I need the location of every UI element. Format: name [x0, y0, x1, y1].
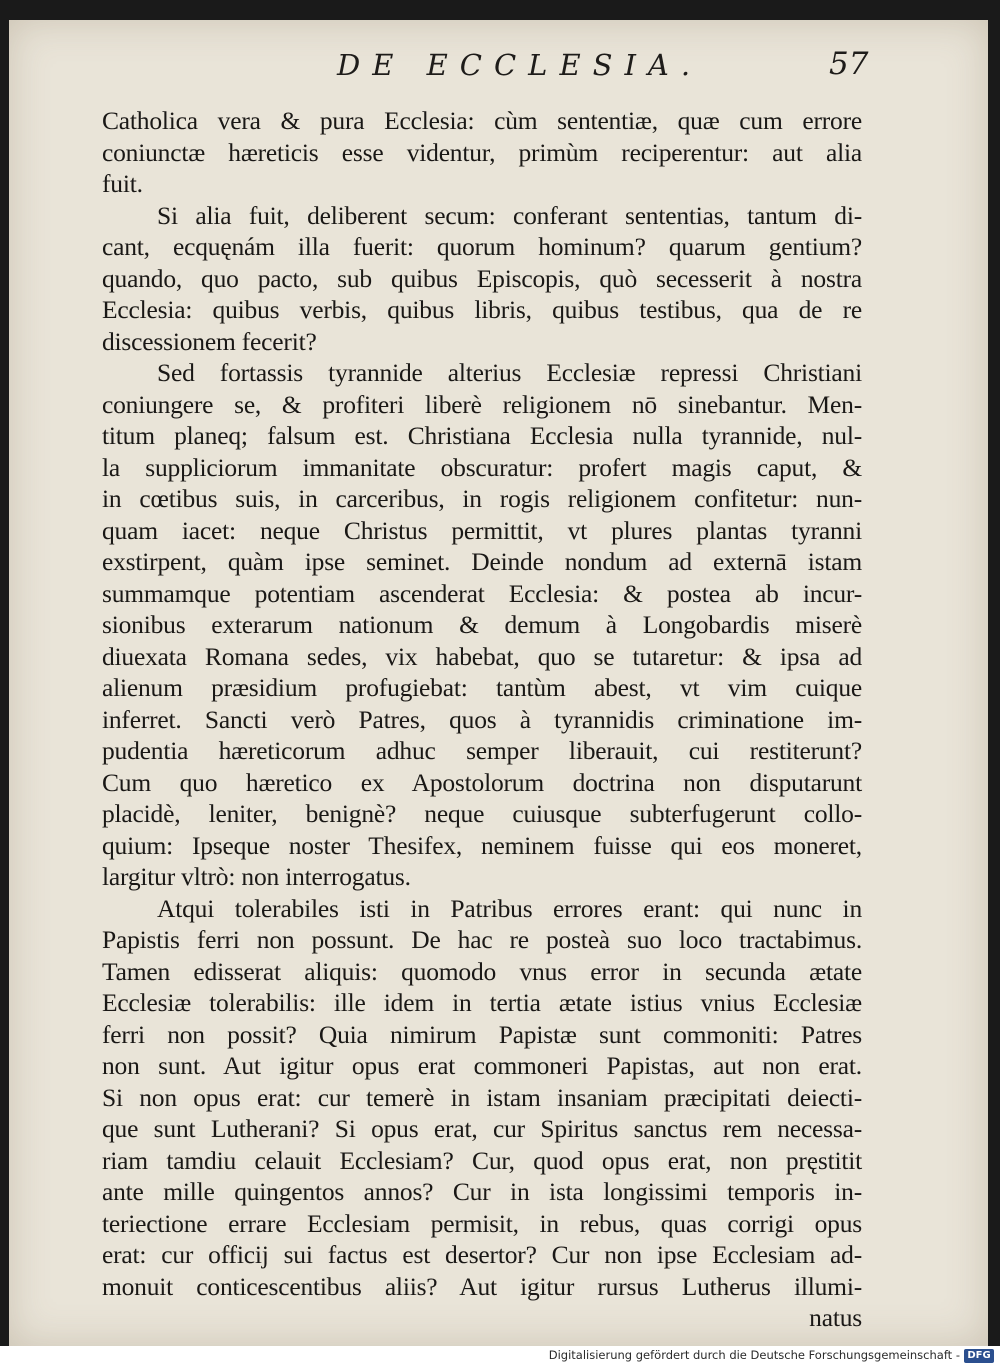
text-line: Si alia fuit, deliberent secum: conferant sententias, tantum di- [157, 200, 862, 230]
text-line: fuit. [102, 169, 143, 198]
text-line: Ecclesiæ tolerabilis: ille idem in tertia ætate istius vnius Ecclesiæ [102, 988, 862, 1017]
text-line: Atqui tolerabiles isti in Patribus errores erant: qui nunc in [157, 893, 862, 923]
funding-credit: Digitalisierung gefördert durch die Deutsche Forschungsgemeinschaft - [548, 1348, 960, 1362]
text-line: Catholica vera & pura Ecclesia: cùm sententiæ, quæ cum errore [102, 106, 862, 135]
text-line: sionibus exterarum nationum & demum à Longobardis miserè [102, 610, 862, 639]
body-text [102, 105, 862, 1334]
page-number: 57 [829, 46, 869, 82]
text-line: titum planeq; falsum est. Christiana Ecclesia nulla tyrannide, nul- [102, 421, 862, 450]
text-line: summamque potentiam ascenderat Ecclesia: & postea ab incur- [102, 578, 862, 608]
text-line: que sunt Lutherani? Si opus erat, cur Spiritus sanctus rem necessa- [102, 1114, 862, 1143]
text-line: exstirpent, quàm ipse seminet. Deinde nondum ad externā istam [102, 547, 862, 576]
text-line: pudentia hæreticorum adhuc semper liberauit, cui restiterunt? [102, 736, 862, 765]
book-page [9, 20, 988, 1346]
text-line: quium: Ipseque noster Thesifex, neminem fuisse qui eos moneret, [102, 830, 862, 860]
text-line: ante mille quingentos annos? Cur in ista longissimi temporis in- [102, 1177, 862, 1206]
running-title: DE ECCLESIA. [337, 48, 703, 82]
text-line: largitur vltrò: non interrogatus. [102, 862, 411, 891]
text-line: coniunctæ hæreticis esse videntur, primùm reciperentur: aut alia [102, 137, 862, 167]
text-line: inferret. Sancti verò Patres, quos à tyrannidis criminatione im- [102, 704, 862, 734]
text-line: quam iacet: neque Christus permittit, vt plures plantas tyranni [102, 515, 862, 545]
dfg-logo [964, 1349, 994, 1363]
page-header [9, 42, 988, 102]
text-line: Cum quo hæretico ex Apostolorum doctrina non disputarunt [102, 767, 862, 797]
text-line: in cœtibus suis, in carceribus, in rogis religionem confitetur: nun- [102, 484, 862, 513]
text-line: riam tamdiu celauit Ecclesiam? Cur, quod opus erat, non pręstitit [102, 1145, 862, 1175]
text-line: teriectione errare Ecclesiam permisit, in rebus, quas corrigi opus [102, 1208, 862, 1238]
text-line: Ecclesia: quibus verbis, quibus libris, quibus testibus, qua de re [102, 295, 862, 324]
text-line: Sed fortassis tyrannide alterius Ecclesiæ repressi Christiani [157, 358, 862, 387]
text-line: cant, ecquęnám illa fuerit: quorum hominum? quarum gentium? [102, 232, 862, 261]
text-line: erat: cur officij sui factus est desertor? Cur non ipse Ecclesiam ad- [102, 1240, 862, 1269]
text-line: monuit conticescentibus aliis? Aut igitur rursus Lutherus illumi- [102, 1271, 862, 1301]
text-line: Tamen edisserat aliquis: quomodo vnus error in secunda ætate [102, 956, 862, 986]
dfg-logo-text: DFG [967, 1350, 991, 1361]
text-line: Si non opus erat: cur temerè in istam insaniam præcipitati deiecti- [102, 1082, 862, 1112]
text-line: placidè, leniter, benignè? neque cuiusque subterfugerunt collo- [102, 799, 862, 828]
text-line: Papistis ferri non possunt. De hac re posteà suo loco tractabimus. [102, 925, 862, 954]
catchword: natus [809, 1303, 862, 1332]
text-line: diuexata Romana sedes, vix habebat, quo se tutaretur: & ipsa ad [102, 641, 862, 671]
text-line: ferri non possit? Quia nimirum Papistæ sunt commoniti: Patres [102, 1019, 862, 1049]
text-line: non sunt. Aut igitur opus erat commoneri Papistas, aut non erat. [102, 1051, 862, 1080]
text-line: quando, quo pacto, sub quibus Episcopis, quò secesserit à nostra [102, 263, 862, 293]
text-line: alienum præsidium profugiebat: tantùm abest, vt vim cuique [102, 673, 862, 702]
text-line: coniungere se, & profiteri liberè religionem nō sinebantur. Men- [102, 389, 862, 419]
footer-bar [0, 1346, 1000, 1367]
text-line: la suppliciorum immanitate obscuratur: profert magis caput, & [102, 452, 862, 482]
text-line: discessionem fecerit? [102, 326, 317, 356]
